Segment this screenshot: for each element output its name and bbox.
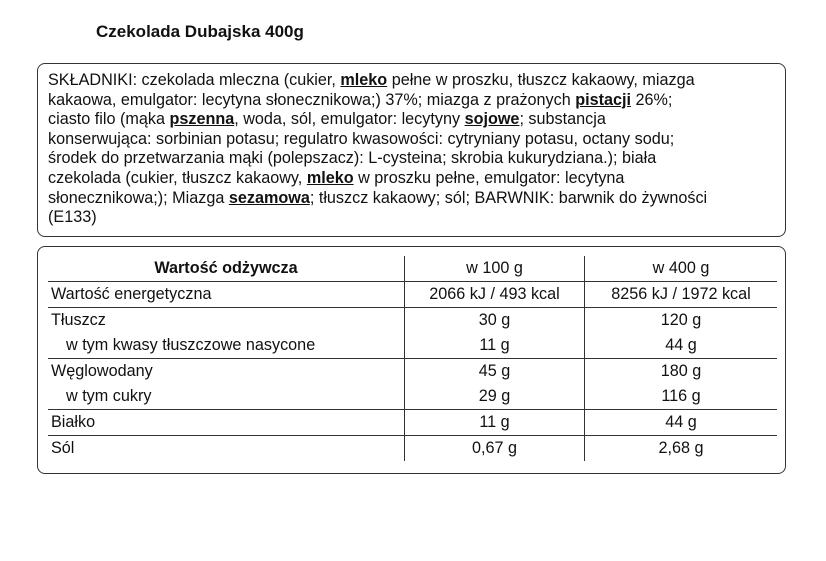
ingredients-text: ; substancja (519, 110, 606, 129)
value-per-400g: 8256 kJ / 1972 kcal (585, 282, 778, 308)
ingredients-text: ; tłuszcz kakaowy; sól; BARWNIK: barwnik do żywności (309, 188, 708, 207)
allergen-text: mleko (306, 168, 354, 187)
nutrient-label: Tłuszcz (48, 308, 405, 334)
product-title: Czekolada Dubajska 400g (96, 22, 304, 41)
value-per-100g: 11 g (405, 333, 585, 359)
ingredients-text: słonecznikowa;); Miazga (48, 188, 229, 207)
value-per-100g: 11 g (405, 410, 585, 436)
value-per-100g: 0,67 g (405, 436, 585, 462)
value-per-400g: 120 g (585, 308, 778, 334)
nutrition-header-row (48, 256, 777, 282)
value-per-400g: 180 g (585, 359, 778, 385)
ingredients-text: w proszku pełne, emulgator: lecytyna (353, 168, 625, 187)
ingredients-line (48, 91, 775, 111)
value-per-100g: 45 g (405, 359, 585, 385)
nutrient-label: w tym cukry (66, 387, 152, 405)
header-per-100g: w 100 g (405, 256, 585, 282)
allergen-text: mleko (340, 71, 388, 89)
nutrition-row (48, 359, 777, 385)
ingredients-line (48, 110, 775, 130)
nutrition-table (48, 256, 777, 461)
ingredients-box (37, 63, 786, 237)
header-per-400g: w 400 g (585, 256, 778, 282)
nutrition-row (48, 384, 777, 410)
ingredients-text: czekolada (cukier, tłuszcz kakaowy, (48, 168, 307, 187)
ingredients-line (48, 130, 775, 150)
allergen-text: pszenna (169, 110, 235, 129)
nutrient-label: Białko (48, 410, 405, 436)
value-per-400g: 2,68 g (585, 436, 778, 462)
nutrient-label: Sól (48, 436, 405, 462)
nutrient-label: Wartość energetyczna (51, 285, 212, 303)
ingredients-text: 26%; (631, 90, 673, 109)
header-nutrition-value: Wartość odżywcza (48, 256, 405, 282)
ingredients-text: kakaowa, emulgator: lecytyna słonecznikowa;) 37%; miazga z prażonych (48, 90, 576, 109)
value-per-400g: 116 g (585, 384, 778, 410)
nutrition-table-box (37, 246, 786, 474)
ingredients-line (48, 149, 775, 169)
value-per-100g: 30 g (405, 308, 585, 334)
allergen-text: sojowe (464, 110, 520, 129)
ingredients-text: SKŁADNIKI: czekolada mleczna (cukier, (48, 71, 341, 89)
allergen-text: sezamowa (228, 188, 310, 207)
ingredients-line (48, 189, 775, 209)
nutrient-label: w tym kwasy tłuszczowe nasycone (66, 336, 316, 354)
ingredients-text: konserwująca: sorbinian potasu; regulatro kwasowości: cytryniany potasu, octany sodu; (48, 129, 675, 148)
value-per-100g: 29 g (405, 384, 585, 410)
ingredients-line (48, 208, 775, 228)
value-per-100g: 2066 kJ / 493 kcal (405, 282, 585, 308)
allergen-text: pistacji (575, 90, 632, 109)
nutrition-row (48, 333, 777, 359)
nutrition-row (48, 282, 777, 308)
nutrient-label: Węglowodany (48, 359, 405, 385)
value-per-400g: 44 g (585, 333, 778, 359)
ingredients-text: pełne w proszku, tłuszcz kakaowy, miazga (387, 71, 695, 89)
nutrition-row (48, 308, 777, 334)
value-per-400g: 44 g (585, 410, 778, 436)
ingredients-line (48, 71, 775, 91)
nutrition-row (48, 436, 777, 462)
nutrition-row (48, 410, 777, 436)
ingredients-line (48, 169, 775, 189)
ingredients-text: (E133) (48, 208, 97, 227)
ingredients-text: ciasto filo (mąka (48, 110, 170, 129)
ingredients-text: środek do przetwarzania mąki (polepszacz): L-cysteina; skrobia kukurydziana.); biała (48, 149, 657, 168)
ingredients-text: , woda, sól, emulgator: lecytyny (234, 110, 465, 129)
